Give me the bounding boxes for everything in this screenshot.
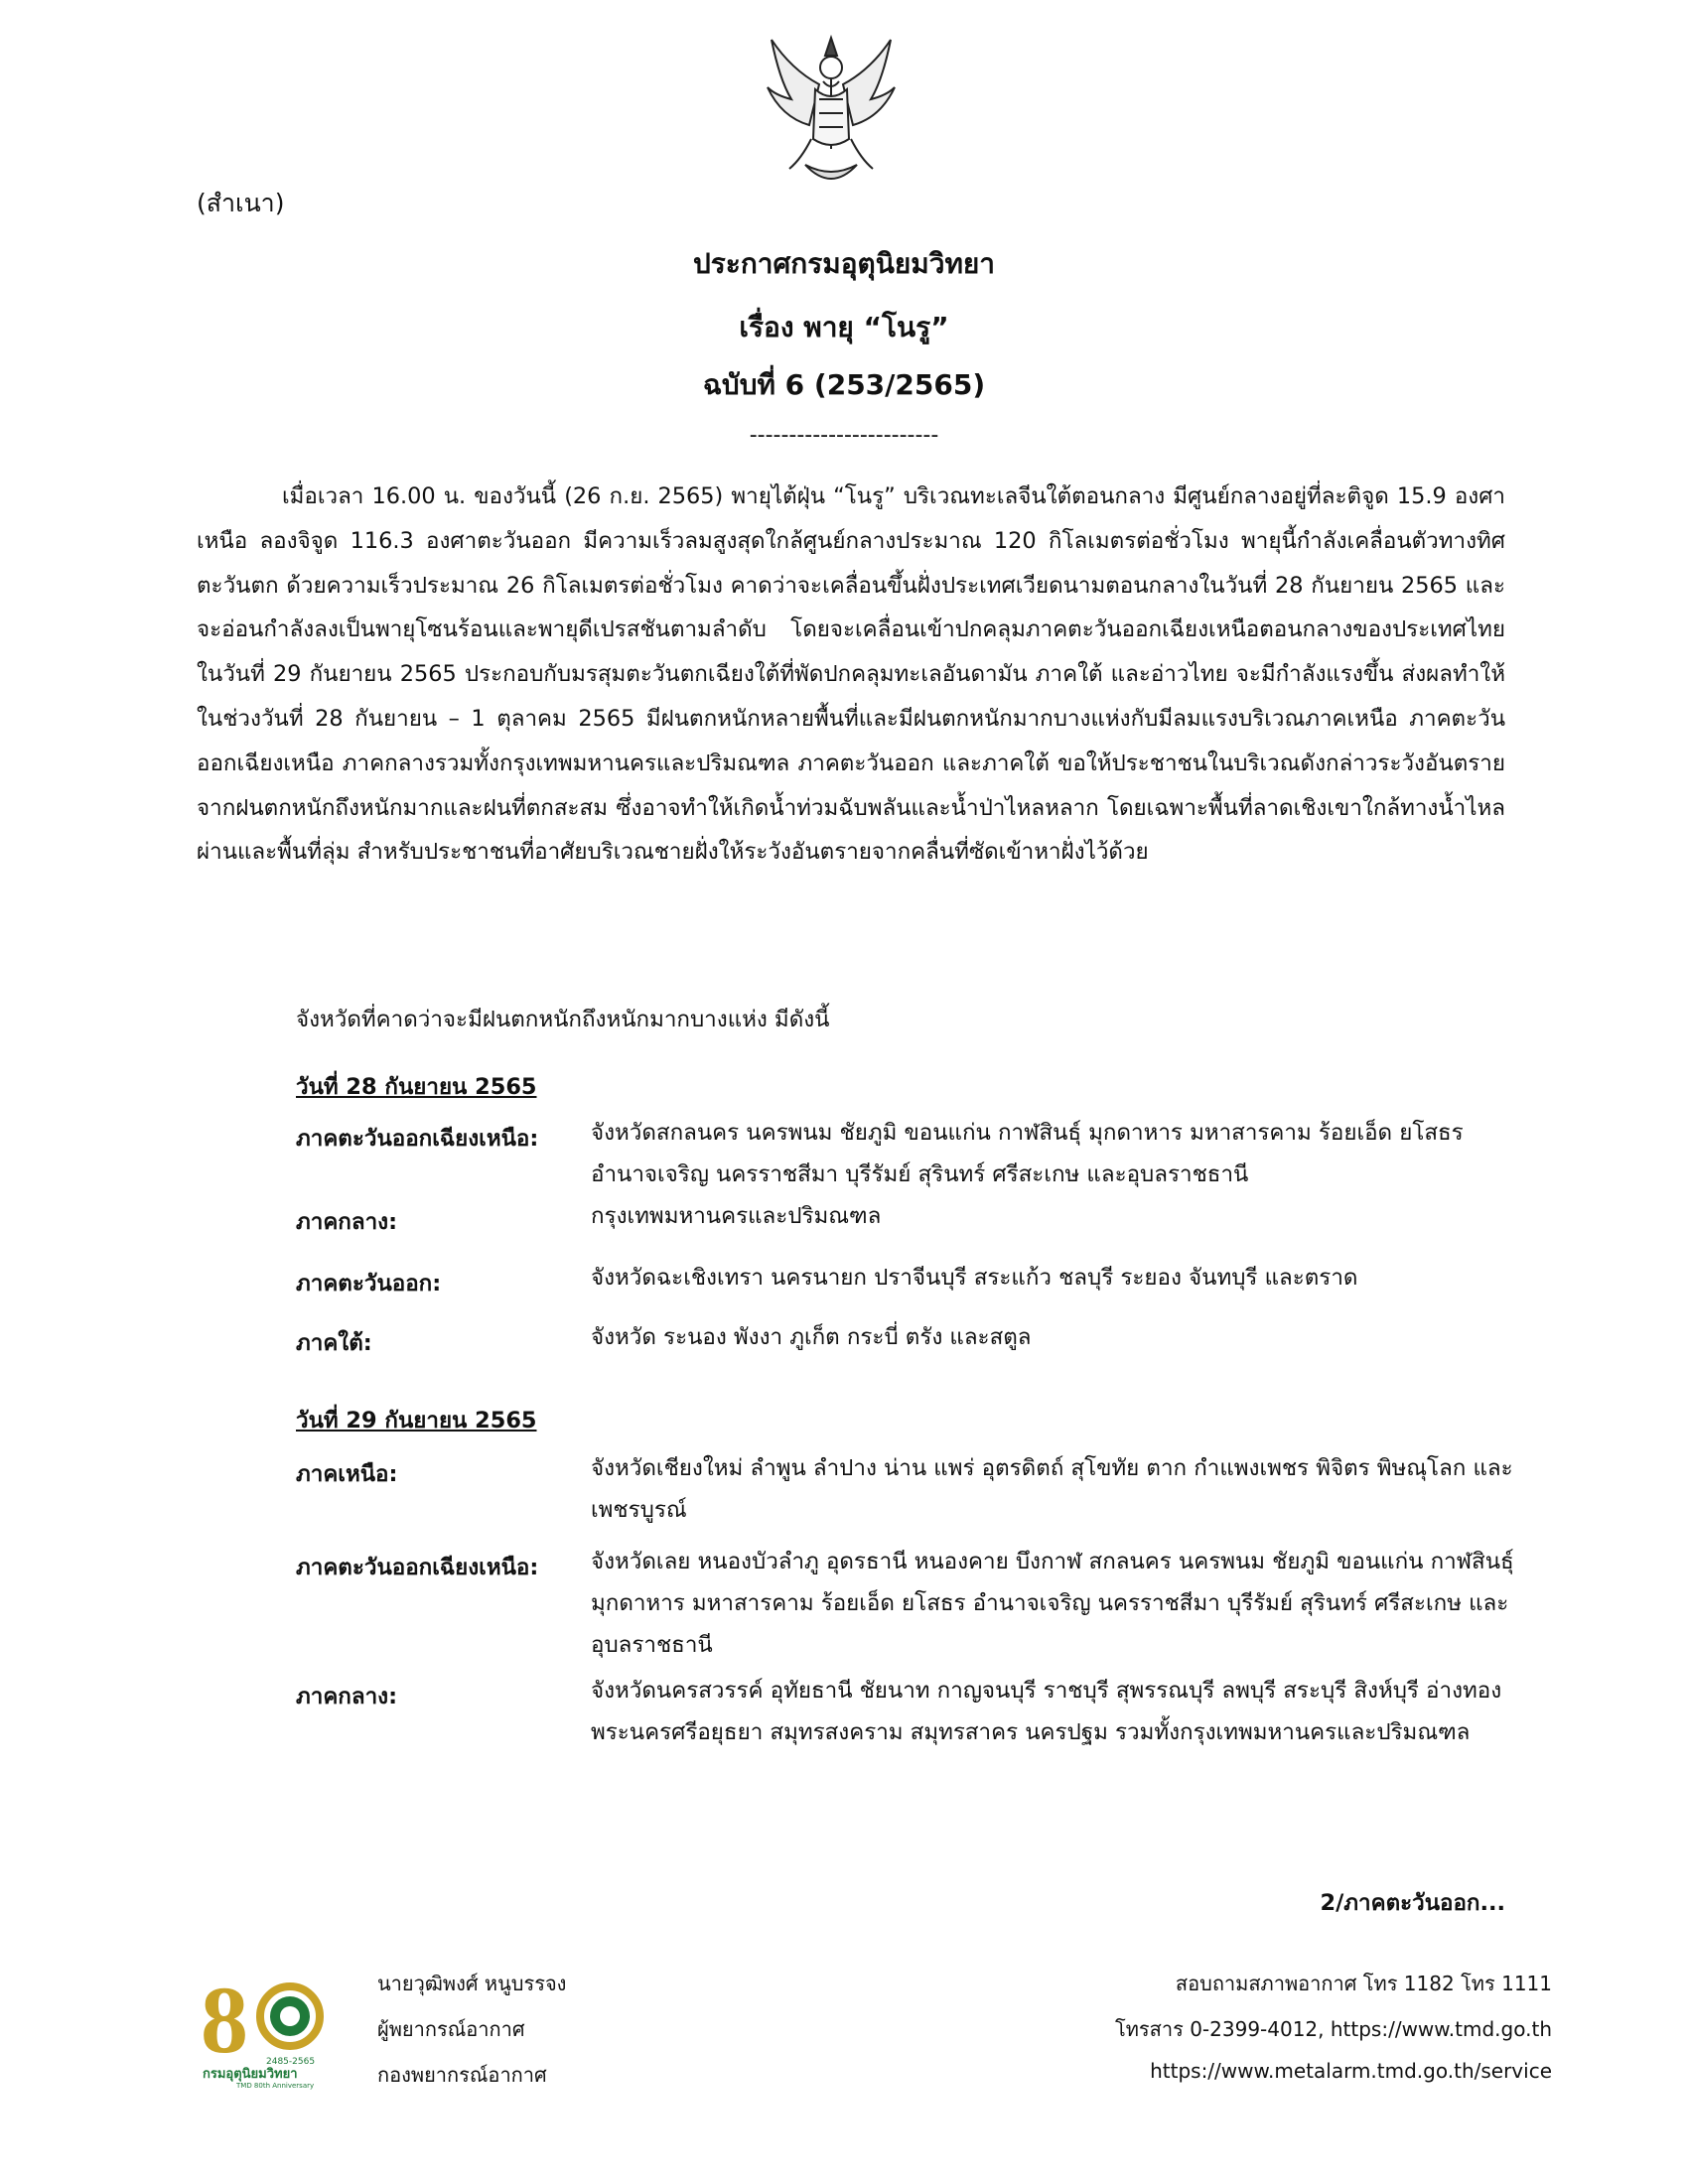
garuda-emblem: [762, 30, 901, 199]
contact-web: https://www.metalarm.tmd.go.th/service: [1150, 2059, 1552, 2083]
region-label: ภาคตะวันออก:: [296, 1271, 442, 1297]
signer-name: นายวุฒิพงศ์ หนูบรรจง: [377, 1972, 567, 1995]
region-label: ภาคเหนือ:: [296, 1461, 398, 1487]
svg-text:8: 8: [201, 1969, 248, 2073]
signer-title: ผู้พยากรณ์อากาศ: [377, 2017, 525, 2041]
province-list: จังหวัดสกลนคร นครพนม ชัยภูมิ ขอนแก่น กาฬสินธุ์ มุกดาหาร มหาสารคาม ร้อยเอ็ด ยโสธร อำนาจเจริญ นครราชสีมา บุรีรัมย์ สุรินทร์ ศรีสะเกษ และอุบลราชธานี: [591, 1120, 1464, 1187]
province-list: จังหวัดฉะเชิงเทรา นครนายก ปราจีนบุรี สระแก้ว ชลบุรี ระยอง จันทบุรี และตราด: [591, 1265, 1358, 1291]
contact-phone: สอบถามสภาพอากาศ โทร 1182 โทร 1111: [1175, 1972, 1552, 1995]
region-label: ภาคใต้:: [296, 1330, 372, 1356]
province-list: กรุงเทพมหานครและปริมณฑล: [591, 1203, 882, 1229]
contact-fax: โทรสาร 0-2399-4012, https://www.tmd.go.th: [1115, 2017, 1552, 2041]
signer-division: กองพยากรณ์อากาศ: [377, 2063, 547, 2087]
document-title: ประกาศกรมอุตุนิยมวิทยา: [692, 247, 996, 280]
svg-text:TMD 80th Anniversary: TMD 80th Anniversary: [236, 2082, 315, 2090]
copy-mark: (สำเนา): [197, 189, 285, 217]
region-label: ภาคกลาง:: [296, 1684, 398, 1709]
svg-text:กรมอุตุนิยมวิทยา: กรมอุตุนิยมวิทยา: [203, 2067, 298, 2082]
region-label: ภาคตะวันออกเฉียงเหนือ:: [296, 1555, 539, 1580]
province-list: จังหวัดนครสวรรค์ อุทัยธานี ชัยนาท กาญจนบุรี ราชบุรี สุพรรณบุรี ลพบุรี สระบุรี สิงห์บุรี อ่างทอง พระนครศรีอยุธยา สมุทรสงคราม สมุทรสาคร นครปฐม รวมทั้งกรุงเทพมหานครและปริมณฑล: [591, 1678, 1502, 1745]
province-list: จังหวัดเชียงใหม่ ลำพูน ลำปาง น่าน แพร่ อุตรดิตถ์ สุโขทัย ตาก กำแพงเพชร พิจิตร พิษณุโลก และเพชรบูรณ์: [591, 1455, 1513, 1523]
day-heading: วันที่ 28 กันยายน 2565: [296, 1074, 537, 1100]
region-label: ภาคตะวันออกเฉียงเหนือ:: [296, 1126, 539, 1152]
issue-number: ฉบับที่ 6 (253/2565): [702, 368, 986, 401]
day-heading: วันที่ 29 กันยายน 2565: [296, 1408, 537, 1433]
tmd-80th-logo: [197, 1969, 336, 2090]
provinces-intro: จังหวัดที่คาดว่าจะมีฝนตกหนักถึงหนักมากบางแห่ง มีดังนี้: [296, 1007, 830, 1032]
province-list: จังหวัดเลย หนองบัวลำภู อุดรธานี หนองคาย บึงกาฬ สกลนคร นครพนม ชัยภูมิ ขอนแก่น กาฬสินธุ์ มุกดาหาร มหาสารคาม ร้อยเอ็ด ยโสธร อำนาจเจริญ นครราชสีมา บุรีรัมย์ สุรินทร์ ศรีสะเกษ และอุบลราชธานี: [591, 1549, 1514, 1658]
region-label: ภาคกลาง:: [296, 1209, 398, 1235]
main-paragraph: เมื่อเวลา 16.00 น. ของวันนี้ (26 ก.ย. 2565) พายุไต้ฝุ่น “โนรู” บริเวณทะเลจีนใต้ตอนกลาง มีศูนย์กลางอยู่ที่ละติจูด 15.9 องศาเหนือ ลองจิจูด 116.3 องศาตะวันออก มีความเร็วลมสูงสุดใกล้ศูนย์กลางประมาณ 120 กิโลเมตรต่อชั่วโมง พายุนี้กำลังเคลื่อนตัวทางทิศตะวันตก ด้วยความเร็วประมาณ 26 กิโลเมตรต่อชั่วโมง คาดว่าจะเคลื่อนขึ้นฝั่งประเทศเวียดนามตอนกลางในวันที่ 28 กันยายน 2565 และจะอ่อนกำลังลงเป็นพายุโซนร้อนและพายุดีเปรสชันตามลำดับ โดยจะเคลื่อนเข้าปกคลุมภาคตะวันออกเฉียงเหนือตอนกลางของประเทศไทยในวันที่ 29 กันยายน 2565 ประกอบกับมรสุมตะวันตกเฉียงใต้ที่พัดปกคลุมทะเลอันดามัน ภาคใต้ และอ่าวไทย จะมีกำลังแรงขึ้น ส่งผลทำให้ในช่วงวันที่ 28 กันยายน – 1 ตุลาคม 2565 มีฝนตกหนักหลายพื้นที่และมีฝนตกหนักมากบางแห่งกับมีลมแรงบริเวณภาคเหนือ ภาคตะวันออกเฉียงเหนือ ภาคกลางรวมทั้งกรุงเทพมหานครและปริมณฑล ภาคตะวันออก และภาคใต้ ขอให้ประชาชนในบริเวณดังกล่าวระวังอันตรายจากฝนตกหนักถึงหนักมากและฝนที่ตกสะสม ซึ่งอาจทำให้เกิดน้ำท่วมฉับพลันและน้ำป่าไหลหลาก โดยเฉพาะพื้นที่ลาดเชิงเขาใกล้ทางน้ำไหลผ่านและพื้นที่ลุ่ม สำหรับประชาชนที่อาศัยบริเวณชายฝั่งให้ระวังอันตรายจากคลื่นที่ซัดเข้าหาฝั่งไว้ด้วย: [197, 483, 1505, 866]
svg-text:2485-2565: 2485-2565: [266, 2057, 316, 2067]
document-subject: เรื่อง พายุ “โนรู”: [739, 311, 949, 343]
continuation-note: 2/ภาคตะวันออก...: [1320, 1890, 1505, 1916]
province-list: จังหวัด ระนอง พังงา ภูเก็ต กระบี่ ตรัง และสตูล: [591, 1324, 1032, 1350]
title-divider: ------------------------: [749, 423, 939, 448]
